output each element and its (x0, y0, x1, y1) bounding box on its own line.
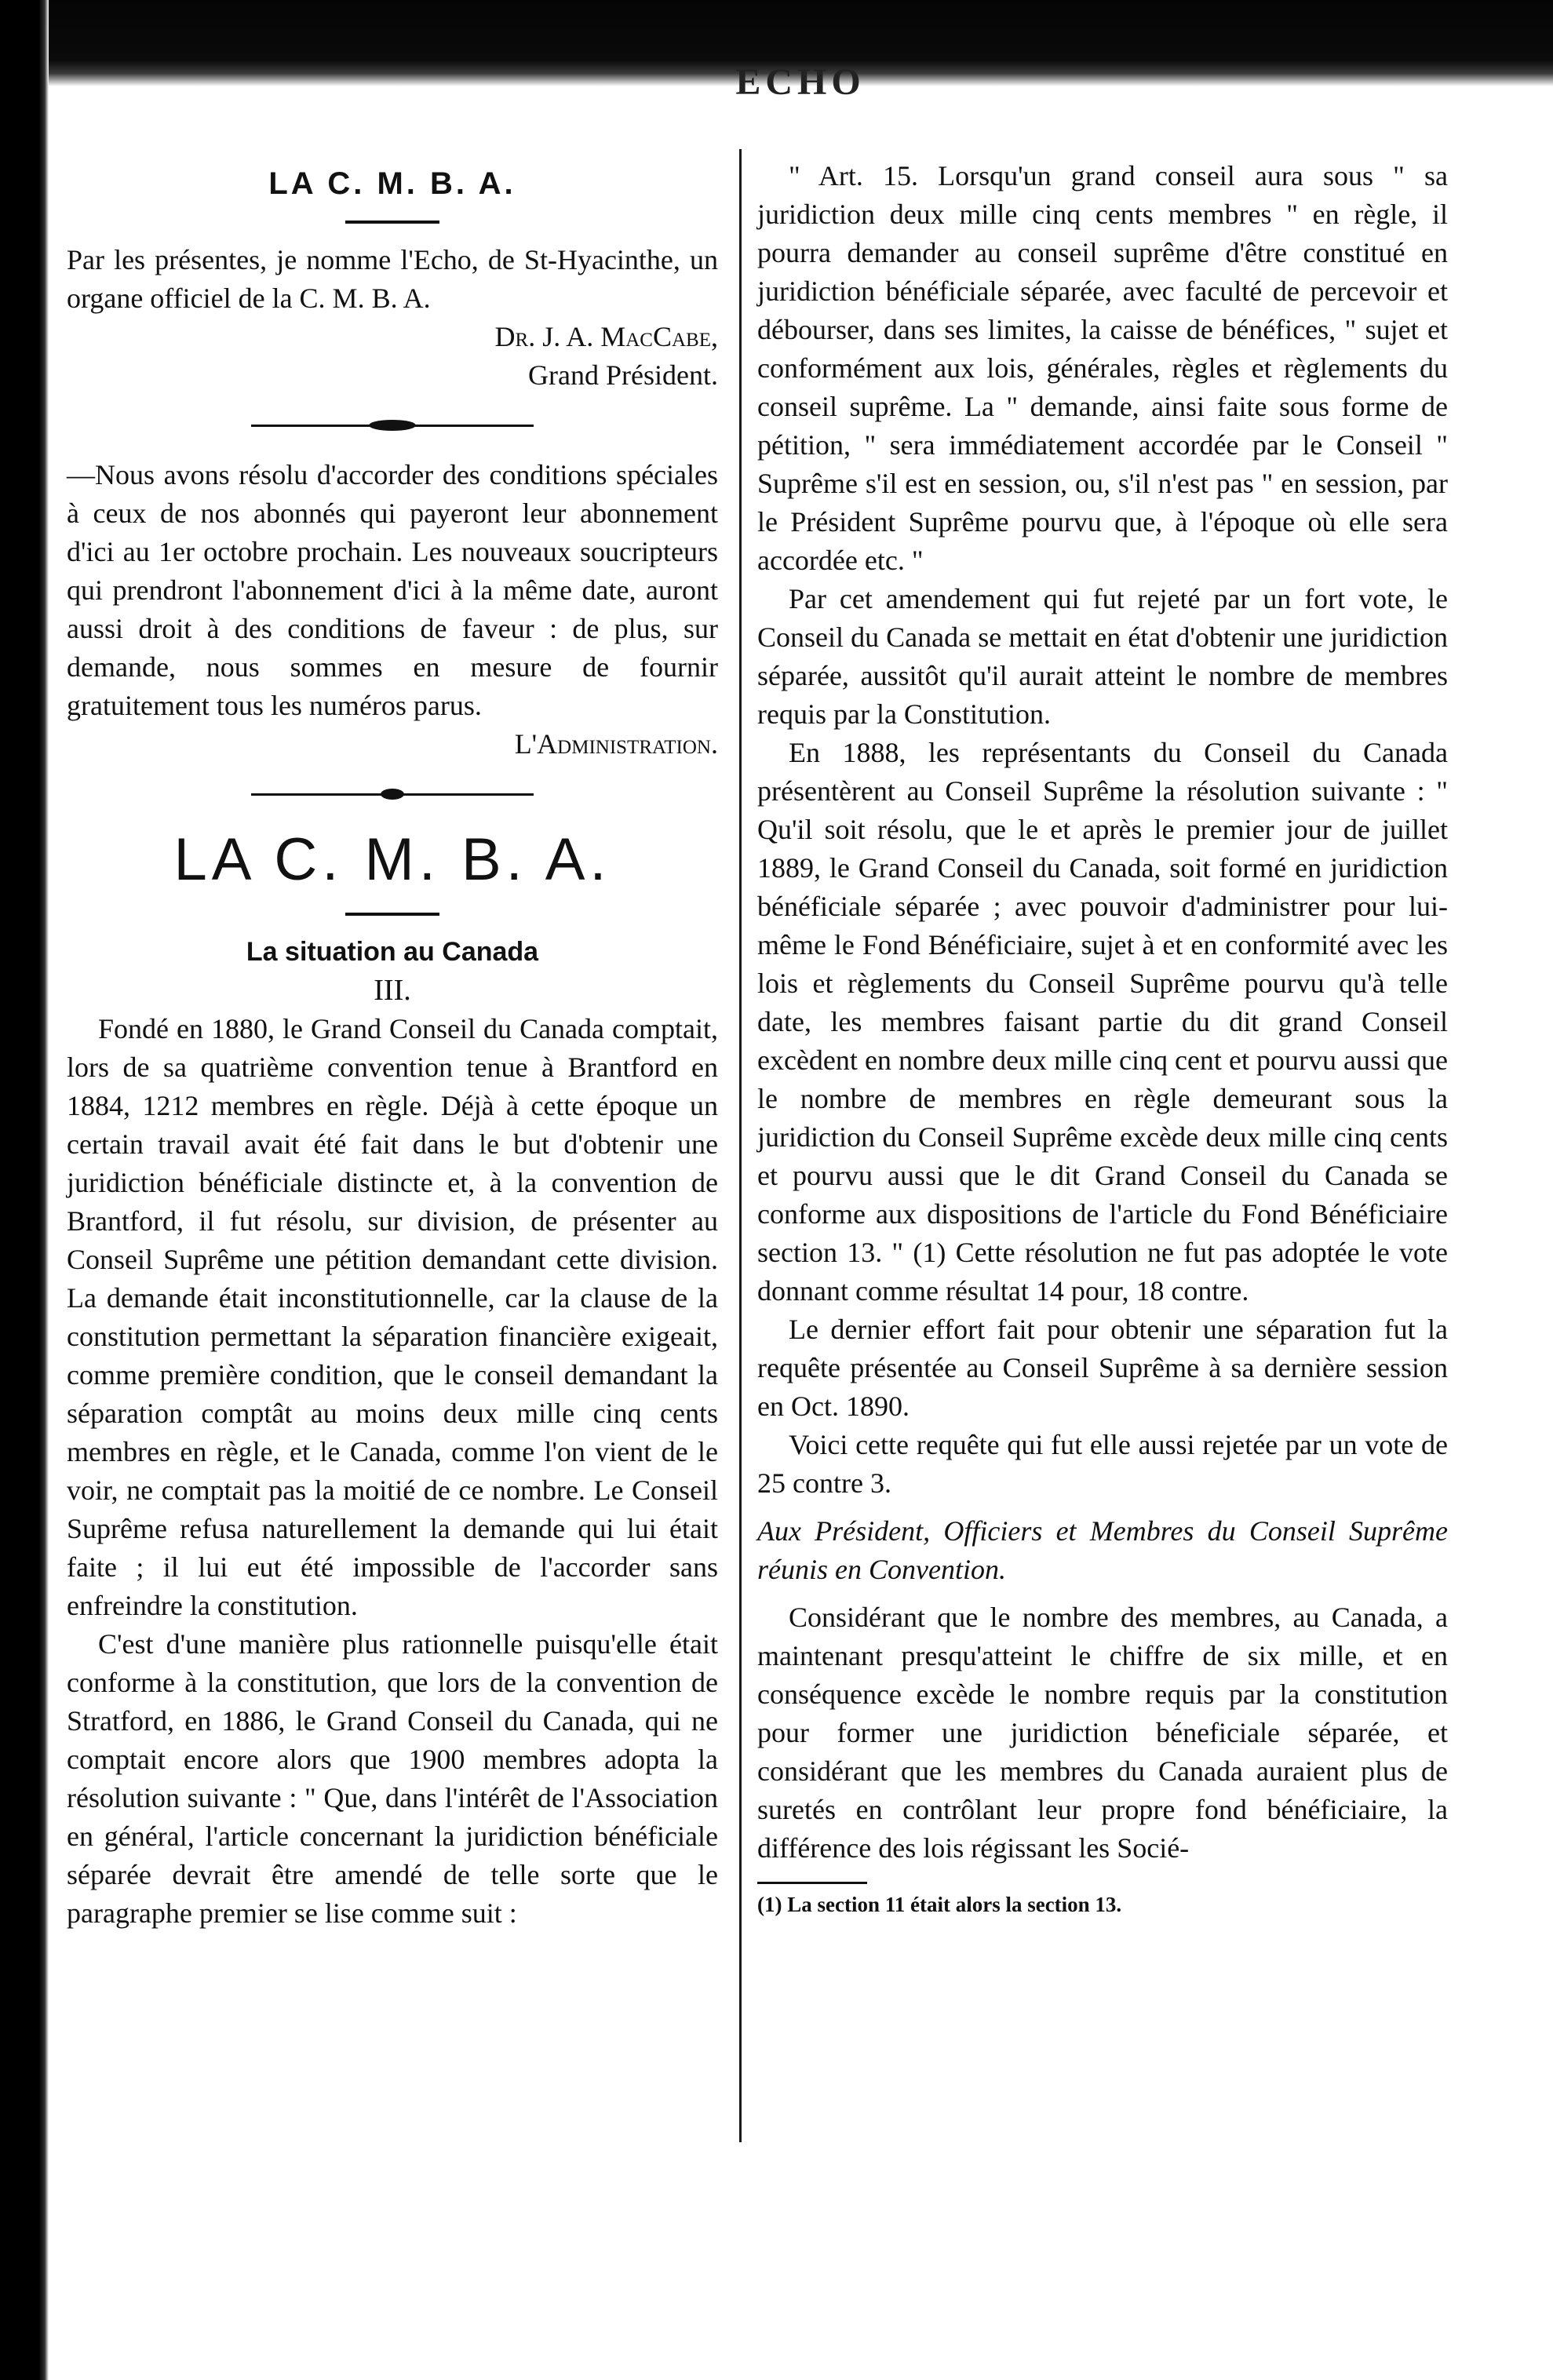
article-paragraph: En 1888, les représentants du Conseil du Canada présentèrent au Conseil Suprême la résolution suivante : " Qu'il soit résolu, que le et après le premier jour de juillet 1889, le Grand Conseil du Canada, soit formé en juridiction bénéficiale séparée ; avec pouvoir d'administrer pour lui-même le Fond Bénéficiaire, sujet à et en conformité avec les lois et règlements du Conseil Suprême pourvu qu'à telle date, les membres faisant partie du dit grand Conseil excèdent en nombre deux mille cinq cent et pourvu aussi que le nombre de membres en règle demeurant sous la juridiction du Conseil Suprême excède deux mille cinq cents et pourvu aussi que le dit Grand Conseil du Canada se conforme aux dispositions de l'article du Fond Bénéficiaire section 13. " (1) Cette résolution ne fut pas adoptée le vote donnant comme résultat 14 pour, 18 contre. (757, 737, 1448, 1307)
ornamental-divider-2 (251, 787, 534, 801)
scan-left-border (0, 0, 49, 2380)
right-column (757, 157, 1448, 1919)
petition-body: Considérant que le nombre des membres, au Canada, a maintenant presqu'atteint le chiffre de six mille, et en conséquence excède le nombre requis par la constitution pour former une juridiction béneficiale séparée, et considérant que les membres du Canada auraient plus de suretés en contrôlant leur propre fond bénéficiaire, la différence des lois régissant les Socié- (757, 1602, 1448, 1864)
notice-heading: LA C. M. B. A. (268, 166, 516, 201)
left-column (67, 157, 718, 1933)
footnote-rule (757, 1882, 867, 1884)
petition-address: Aux Président, Officiers et Membres du Conseil Suprême réunis en Convention. (757, 1515, 1448, 1585)
ornamental-divider (251, 418, 534, 432)
quoted-article: " Art. 15. Lorsqu'un grand conseil aura sous " sa juridiction deux mille cinq cents membres " en règle, il pourra demander au conseil suprême d'être constitué en juridiction bénéficiale séparée, avec faculté de percevoir et débourser, dans ses limites, la caisse de bénéfices, " sujet et conformément aux lois, générales, règles et règlements du conseil suprême. La " demande, ainsi faite sous forme de pétition, " sera immédiatement accordée par le Conseil " Suprême s'il est en session, ou, s'il n'est pas " en session, par le Président Suprême pourvu que, à l'époque où elle sera accordée etc. " (757, 160, 1448, 576)
administration-signature: L'Administration. (514, 728, 718, 760)
footnote: (1) La section 11 était alors la section 13. (757, 1893, 1122, 1916)
article-paragraph: Le dernier effort fait pour obtenir une séparation fut la requête présentée au Conseil Suprême à sa dernière session en Oct. 1890. (757, 1314, 1448, 1422)
article-title: LA C. M. B. A. (173, 826, 611, 893)
article-subtitle: La situation au Canada (246, 937, 539, 967)
article-paragraph: Voici cette requête qui fut elle aussi rejetée par un vote de 25 contre 3. (757, 1429, 1448, 1499)
masthead: ECHO (735, 61, 866, 103)
notice-body: Par les présentes, je nomme l'Echo, de St-Hyacinthe, un organe officiel de la C. M. B. A. (67, 244, 718, 314)
article-paragraph: Par cet amendement qui fut rejeté par un fort vote, le Conseil du Canada se mettait en état d'obtenir une juridiction séparée, aussitôt qu'il aurait atteint le nombre de membres requis par la Constitution. (757, 583, 1448, 730)
notice-signer-title: Grand Président. (528, 359, 718, 391)
article-paragraph: Fondé en 1880, le Grand Conseil du Canada comptait, lors de sa quatrième convention tenue à Brantford en 1884, 1212 membres en règle. Déjà à cette époque un certain travail avait été fait dans le but d'obtenir une juridiction bénéficiale distincte et, à la convention de Brantford, il fut résolu, sur division, de présenter au Conseil Suprême une pétition demandant cette division. La demande était inconstitutionnelle, car la clause de la constitution permettant la séparation financière exigeait, comme première condition, que le conseil demandant la séparation comptât au moins deux mille cinq cents membres en règle, et le Canada, comme l'on vient de le voir, ne comptait pas la moitié de ce nombre. Le Conseil Suprême refusa naturellement la demande qui lui était faite ; il lui eut été impossible de l'accorder sans enfreindre la constitution. (67, 1013, 718, 1621)
title-rule (345, 913, 439, 916)
notice-signer: Dr. J. A. MacCabe, (494, 321, 718, 352)
article-paragraph: C'est d'une manière plus rationnelle puisqu'elle était conforme à la constitution, que lors de la convention de Stratford, en 1886, le Grand Conseil du Canada, qui ne comptait encore alors que 1900 membres adopta la résolution suivante : " Que, dans l'intérêt de l'Association en général, l'article concernant la juridiction bénéficiale séparée devrait être amendé de telle sorte que le paragraphe premier se lise comme suit : (67, 1628, 718, 1929)
column-rule (739, 149, 742, 2142)
part-number: III. (374, 974, 411, 1007)
heading-rule (345, 221, 439, 224)
subscription-notice: —Nous avons résolu d'accorder des conditions spéciales à ceux de nos abonnés qui payeront leur abonnement d'ici au 1er octobre prochain. Les nouveaux soucripteurs qui prendront l'abonnement d'ici à la même date, auront aussi droit à des conditions de faveur : de plus, sur demande, nous sommes en mesure de fournir gratuitement tous les numéros parus. (67, 459, 718, 721)
